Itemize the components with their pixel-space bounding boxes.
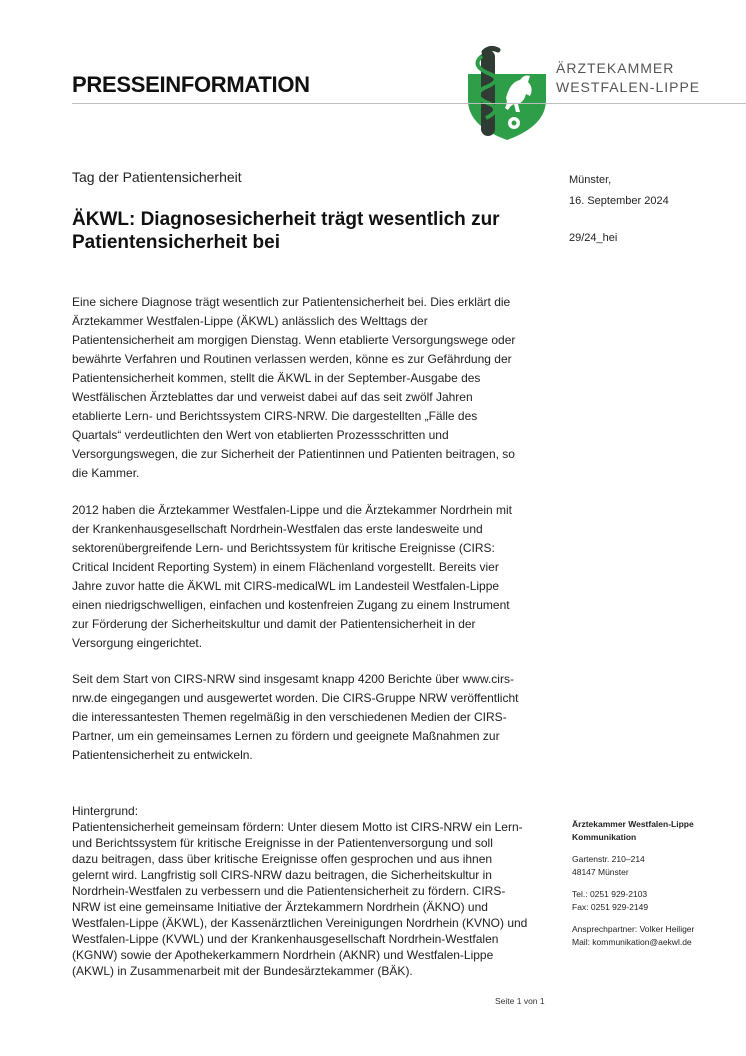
background-heading: Hintergrund: [72, 804, 139, 818]
release-date: 16. September 2024 [569, 195, 669, 207]
article-headline [72, 208, 532, 254]
page-title: PRESSEINFORMATION [72, 72, 310, 97]
text-line: Seit dem Start von CIRS-NRW sind insgesamt knapp 4200 Berichte über www.cirs- [72, 672, 514, 686]
text-line: sektorenübergreifende Lern- und Berichtssystem für kritische Ereignisse (CIRS: [72, 541, 495, 555]
release-city: Münster, [569, 174, 612, 186]
text-line: Patientensicherheit gemeinsam fördern: Unter diesem Motto ist CIRS-NRW ein Lern- [72, 820, 523, 834]
text-line: Westfälischen Ärzteblattes dar und verweist dabei auf das seit zwölf Jahren [72, 390, 473, 404]
article-paragraph [72, 670, 547, 765]
text-line: die interessantesten Themen regelmäßig in den verschiedenen Medien der CIRS- [72, 710, 507, 724]
text-line: Westfalen-Lippe (ÄKWL), der Kassenärztlichen Vereinigungen Nordrhein (KVNO) und [72, 916, 528, 930]
headline-line: Patientensicherheit bei [72, 232, 281, 253]
contact-street: Gartenstr. 210–214 [572, 854, 645, 864]
text-line: 2012 haben die Ärztekammer Westfalen-Lippe und die Ärztekammer Nordrhein mit [72, 503, 512, 517]
text-line: Critical Incident Reporting System) in einem Flächenland vorgestellt. Bereits vier [72, 560, 499, 574]
text-line: Patientensicherheit am morgigen Dienstag. Wenn etablierte Versorgungswege oder [72, 333, 516, 347]
text-line: und Berichtssystem für kritische Ereignisse in der Patientenversorgung und soll [72, 836, 493, 850]
article-paragraph [72, 293, 547, 483]
text-line: die Kammer. [72, 466, 140, 480]
contact-person: Ansprechpartner: Volker Heiliger [572, 924, 695, 934]
text-line: (KGNW) sowie der Apothekerkammern Nordrhein (AKNR) und Westfalen-Lippe [72, 948, 494, 962]
contact-fax: Fax: 0251 929-2149 [572, 902, 649, 912]
text-line: Westfalen-Lippe (KVWL) und der Krankenhausgesellschaft Nordrhein-Westfalen [72, 932, 499, 946]
text-line: Quartals“ verdeutlichten den Wert von etablierten Prozessschritten und [72, 428, 449, 442]
organization-name [556, 59, 700, 97]
text-line: etablierte Lern- und Berichtssystem CIRS-NRW. Die dargestellten „Fälle des [72, 409, 478, 423]
text-line: Partner, um ein gemeinsames Lernen zu fördern und geeignete Maßnahmen zur [72, 729, 500, 743]
text-line: dazu beitragen, dass über kritische Ereignisse offen gesprochen und aus ihnen [72, 852, 493, 866]
contact-block [572, 818, 694, 949]
text-line: gelernt wird. Langfristig soll CIRS-NRW dazu beitragen, die Sicherheitskultur in [72, 868, 492, 882]
text-line: zur Förderung der Sicherheitskultur und damit der Patientensicherheit in der [72, 617, 476, 631]
organization-name-line-2: WESTFALEN-LIPPE [556, 79, 701, 95]
release-meta [569, 170, 669, 249]
text-line: Patientensicherheit zu entwickeln. [72, 748, 253, 762]
aekwl-shield-logo-icon [468, 44, 546, 140]
text-line: Nordrhein-Westfalen zu verbessern und die Patientensicherheit zu fördern. CIRS- [72, 884, 506, 898]
contact-department: Kommunikation [572, 832, 637, 842]
contact-email[interactable]: Mail: kommunikation@aekwl.de [572, 937, 692, 947]
organization-name-line-1: ÄRZTEKAMMER [556, 60, 675, 76]
contact-organization: Ärztekammer Westfalen-Lippe [572, 819, 694, 829]
headline-line: ÄKWL: Diagnosesicherheit trägt wesentlich zur [72, 209, 500, 230]
text-line: Eine sichere Diagnose trägt wesentlich zur Patientensicherheit bei. Dies erklärt die [72, 295, 511, 309]
contact-phone: Tel.: 0251 929-2103 [572, 889, 648, 899]
text-line: Ärztekammer Westfalen-Lippe (ÄKWL) anlässlich des Welttags der [72, 314, 428, 328]
text-line: bewährte Verfahren und Routinen verlassen werden, könne es zur Gefährdung der [72, 352, 512, 366]
background-section [72, 803, 557, 979]
text-line: einen niedrigschwelligen, einfachen und kostenfreien Zugang zu einem Instrument [72, 598, 510, 612]
text-line: der Krankenhausgesellschaft Nordrhein-Westfalen das erste landesweite und [72, 522, 483, 536]
page-number: Seite 1 von 1 [495, 996, 545, 1006]
text-line: Versorgungswegen, die zur Sicherheit der Patientinnen und Patienten beitragen, so [72, 447, 515, 461]
release-reference: 29/24_hei [569, 232, 618, 244]
article-paragraph [72, 501, 547, 653]
text-line: Versorgung eingerichtet. [72, 636, 203, 650]
contact-city: 48147 Münster [572, 867, 629, 877]
article-kicker: Tag der Patientensicherheit [72, 169, 242, 185]
text-line: Jahre zuvor hatte die ÄKWL mit CIRS-medicalWL im Landesteil Westfalen-Lippe [72, 579, 500, 593]
header-divider [72, 103, 746, 104]
text-line: (AKWL) in Zusammenarbeit mit der Bundesärztekammer (BÄK). [72, 964, 413, 978]
text-line: nrw.de eingegangen und ausgewertet worden. Die CIRS-Gruppe NRW veröffentlicht [72, 691, 519, 705]
text-line: NRW ist eine gemeinsame Initiative der Ärztekammern Nordrhein (ÄKNO) und [72, 900, 488, 914]
text-line: Patientensicherheit kommen, stellt die ÄKWL in der September-Ausgabe des [72, 371, 481, 385]
